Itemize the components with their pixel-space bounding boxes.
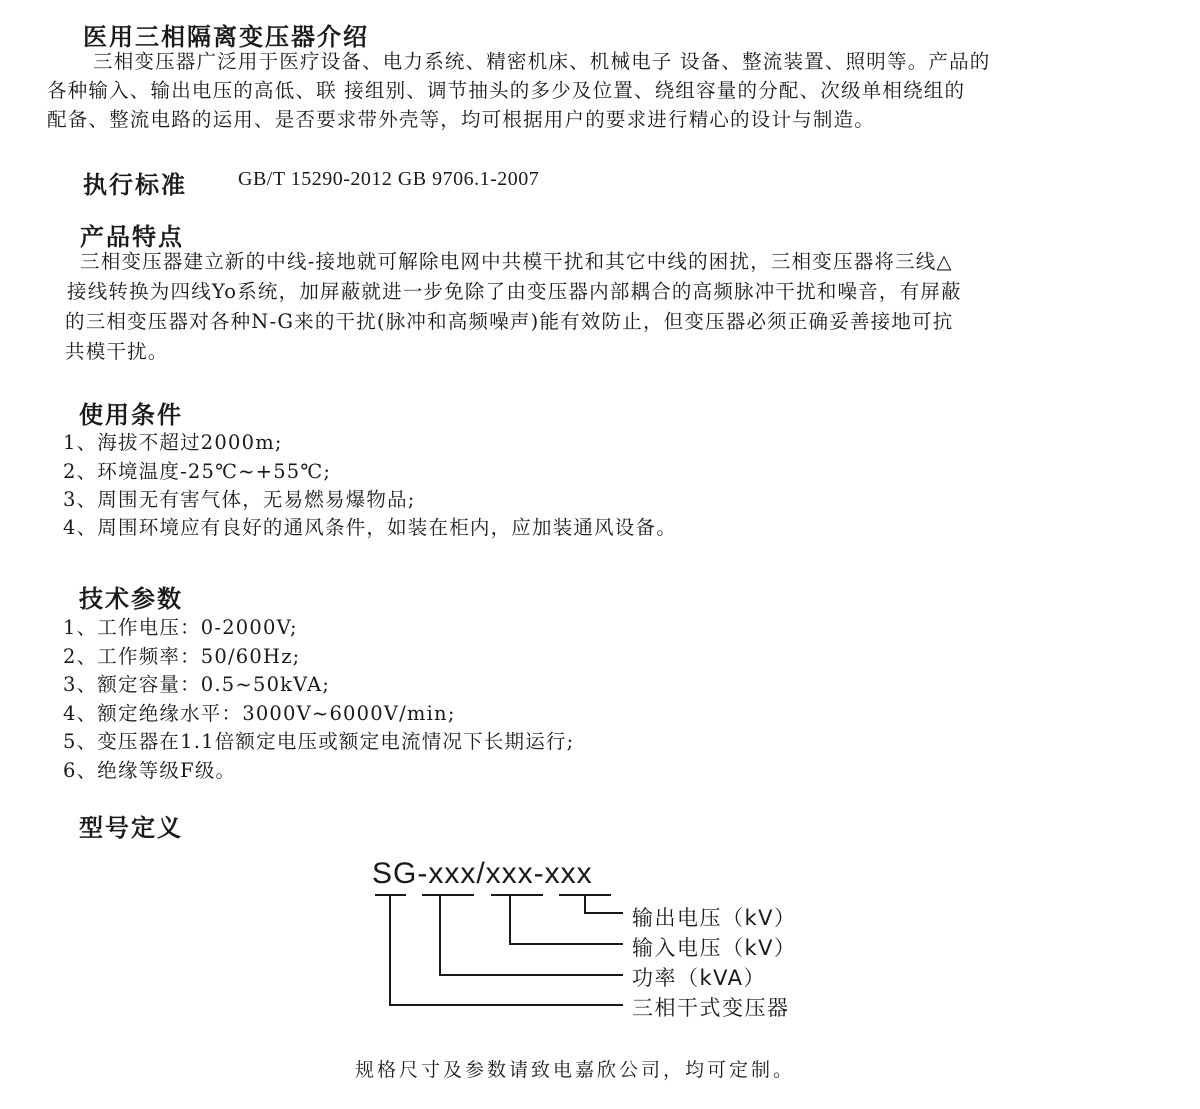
label-input-voltage: 输入电压（kV） bbox=[632, 936, 797, 960]
condition-item-2: 2、环境温度-25℃~+55℃; bbox=[63, 460, 332, 483]
intro-title: 医用三相隔离变压器介绍 bbox=[83, 23, 369, 51]
param-item-4: 4、额定绝缘水平：3000V~6000V/min; bbox=[63, 702, 456, 725]
param-item-3: 3、额定容量：0.5~50kVA; bbox=[63, 673, 331, 696]
standard-title: 执行标准 bbox=[83, 171, 187, 199]
features-line-1: 三相变压器建立新的中线-接地就可解除电网中共模干扰和其它中线的困扰，三相变压器将三线△ bbox=[80, 250, 953, 273]
features-line-3: 的三相变压器对各种N-G来的干扰(脉冲和高频噪声)能有效防止，但变压器必须正确妥善接地可抗 bbox=[65, 310, 954, 333]
label-three-phase-dry: 三相干式变压器 bbox=[632, 996, 790, 1020]
label-power: 功率（kVA） bbox=[632, 966, 767, 990]
condition-item-4: 4、周围环境应有良好的通风条件，如装在柜内，应加装通风设备。 bbox=[63, 516, 677, 539]
params-title: 技术参数 bbox=[79, 585, 183, 613]
standard-value: GB/T 15290-2012 GB 9706.1-2007 bbox=[238, 168, 540, 190]
connector-output bbox=[585, 895, 623, 913]
param-item-6: 6、绝缘等级F级。 bbox=[63, 759, 237, 782]
intro-line-3: 配备、整流电路的运用、是否要求带外壳等，均可根据用户的要求进行精心的设计与制造。 bbox=[47, 108, 876, 131]
features-line-4: 共模干扰。 bbox=[65, 340, 169, 363]
condition-item-1: 1、海拔不超过2000m; bbox=[63, 431, 283, 454]
connector-power bbox=[440, 895, 623, 975]
features-title: 产品特点 bbox=[80, 223, 184, 251]
param-item-2: 2、工作频率：50/60Hz; bbox=[63, 645, 301, 668]
label-output-voltage: 输出电压（kV） bbox=[632, 906, 797, 930]
footer-note: 规格尺寸及参数请致电嘉欣公司，均可定制。 bbox=[355, 1059, 796, 1081]
intro-line-2: 各种输入、输出电压的高低、联 接组别、调节抽头的多少及位置、绕组容量的分配、次级单相绕组的 bbox=[47, 79, 966, 102]
intro-line-1: 三相变压器广泛用于医疗设备、电力系统、精密机床、机械电子 设备、整流装置、照明等。产品的 bbox=[93, 50, 991, 73]
connector-input bbox=[510, 895, 623, 944]
features-line-2: 接线转换为四线Yo系统，加屏蔽就进一步免除了由变压器内部耦合的高频脉冲干扰和噪音，有屏蔽 bbox=[67, 280, 962, 303]
param-item-1: 1、工作电压：0-2000V; bbox=[63, 616, 298, 639]
param-item-5: 5、变压器在1.1倍额定电压或额定电流情况下长期运行; bbox=[63, 730, 575, 753]
connector-type bbox=[390, 895, 623, 1005]
model-title: 型号定义 bbox=[79, 814, 183, 842]
condition-item-3: 3、周围无有害气体，无易燃易爆物品; bbox=[63, 488, 416, 511]
model-code: SG-xxx/xxx-xxx bbox=[372, 857, 593, 890]
conditions-title: 使用条件 bbox=[79, 401, 183, 429]
